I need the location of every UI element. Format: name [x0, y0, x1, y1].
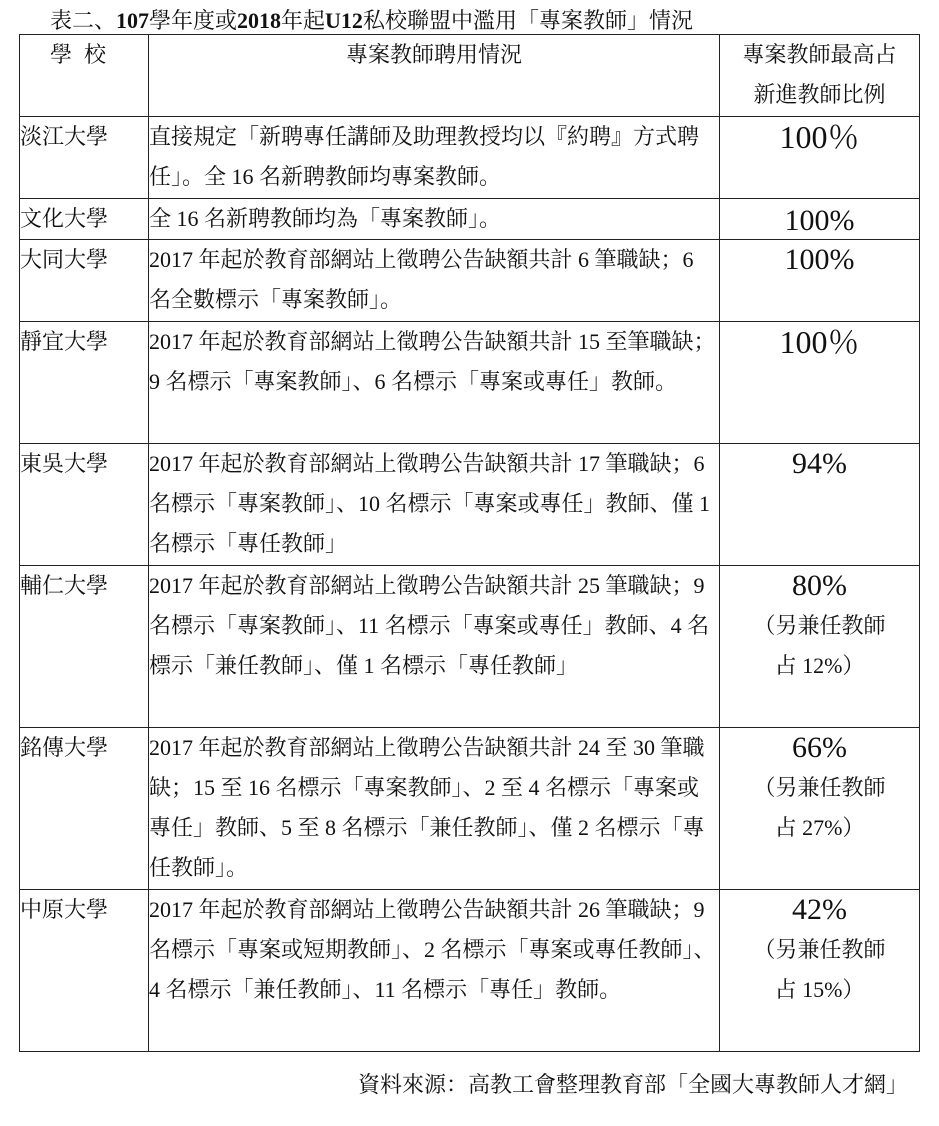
project-teacher-table: [19, 34, 920, 1052]
table-row: [20, 117, 920, 199]
table-row: [20, 322, 920, 444]
ratio-value: 94%: [792, 447, 847, 480]
ratio-cell: [720, 199, 920, 240]
ratio-cell: [720, 322, 920, 444]
header-ratio-line2: 新進教師比例: [753, 82, 886, 107]
ratio-cell: [720, 566, 920, 728]
table-row: [20, 728, 920, 890]
table-row: [20, 199, 920, 240]
ratio-cell: [720, 728, 920, 890]
header-school: 學校: [20, 35, 149, 117]
usage-description: 2017 年起於教育部網站上徵聘公告缺額共計 15 至筆職缺；9 名標示「專案教師」、6 名標示「專案或專任」教師。: [149, 322, 720, 444]
ratio-note-line1: （另兼任教師: [753, 937, 886, 962]
ratio-cell: [720, 444, 920, 566]
ratio-cell: [720, 117, 920, 199]
ratio-value: 100％: [779, 119, 860, 155]
usage-description: 2017 年起於教育部網站上徵聘公告缺額共計 17 筆職缺；6 名標示「專案教師」、10 名標示「專案或專任」教師、僅 1 名標示「專任教師」: [149, 444, 720, 566]
school-name: 淡江大學: [20, 117, 149, 199]
ratio-note-line2: 占 15%）: [774, 977, 865, 1002]
ratio-value: 66%: [792, 731, 847, 764]
table-caption: [50, 4, 693, 38]
table-row: [20, 566, 920, 728]
ratio-note-line2: 占 12%）: [774, 653, 865, 678]
caption-year: 107: [116, 8, 150, 33]
usage-description: 直接規定「新聘專任講師及助理教授均以『約聘』方式聘任」。全 16 名新聘教師均專案教師。: [149, 117, 720, 199]
ratio-note-line1: （另兼任教師: [753, 613, 886, 638]
ratio-value: 100%: [784, 243, 855, 276]
school-name: 文化大學: [20, 199, 149, 240]
ratio-value: 100％: [779, 324, 860, 360]
usage-description: 2017 年起於教育部網站上徵聘公告缺額共計 25 筆職缺；9 名標示「專案教師」、11 名標示「專案或專任」教師、4 名標示「兼任教師」、僅 1 名標示「專任教師」: [149, 566, 720, 728]
school-name: 大同大學: [20, 240, 149, 322]
source-note: 資料來源：高教工會整理教育部「全國大專教師人才網」: [357, 1072, 908, 1097]
caption-suffix: 私校聯盟中濫用「專案教師」情況: [362, 8, 693, 33]
table-row: [20, 240, 920, 322]
ratio-cell: [720, 240, 920, 322]
usage-description: 2017 年起於教育部網站上徵聘公告缺額共計 6 筆職缺；6 名全數標示「專案教師」。: [149, 240, 720, 322]
usage-description: 2017 年起於教育部網站上徵聘公告缺額共計 24 至 30 筆職缺；15 至 16 名標示「專案教師」、2 至 4 名標示「專案或專任」教師、5 至 8 名標示「兼任教師」、僅 2 名標示「專任教師」。: [149, 728, 720, 890]
header-ratio: [720, 35, 920, 117]
caption-group: U12: [325, 8, 363, 33]
caption-mid1: 學年度或: [149, 8, 238, 33]
ratio-cell: [720, 890, 920, 1052]
usage-description: 2017 年起於教育部網站上徵聘公告缺額共計 26 筆職缺；9 名標示「專案或短期教師」、2 名標示「專案或專任教師」、4 名標示「兼任教師」、11 名標示「專任」教師。: [149, 890, 720, 1052]
school-name: 東吳大學: [20, 444, 149, 566]
table-header-row: [20, 35, 920, 117]
school-name: 靜宜大學: [20, 322, 149, 444]
ratio-note-line2: 占 27%）: [774, 815, 865, 840]
table-row: [20, 890, 920, 1052]
school-name: 中原大學: [20, 890, 149, 1052]
table-row: [20, 444, 920, 566]
school-name: 銘傳大學: [20, 728, 149, 890]
school-name: 輔仁大學: [20, 566, 149, 728]
ratio-value: 42%: [792, 893, 847, 926]
caption-year2: 2018: [237, 8, 282, 33]
ratio-value: 80%: [792, 569, 847, 602]
header-usage: 專案教師聘用情況: [149, 35, 720, 117]
header-ratio-line1: 專案教師最高占: [742, 42, 897, 67]
usage-description: 全 16 名新聘教師均為「專案教師」。: [149, 199, 720, 240]
ratio-value: 100%: [784, 204, 855, 237]
caption-prefix: 表二、: [50, 8, 117, 33]
ratio-note-line1: （另兼任教師: [753, 775, 886, 800]
caption-mid2: 年起: [281, 8, 326, 33]
